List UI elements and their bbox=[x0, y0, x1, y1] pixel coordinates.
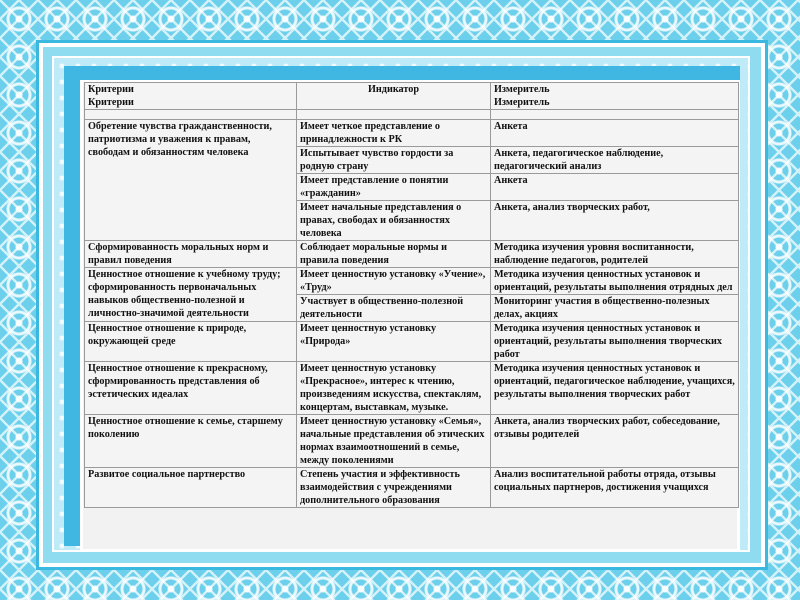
header-criteria-line: Критерии bbox=[88, 84, 134, 95]
indicator-cell: Испытывает чувство гордости за родную страну bbox=[297, 147, 491, 174]
criterion-cell: Сформированность моральных норм и правил поведения bbox=[85, 241, 297, 268]
criterion-cell: Ценностное отношение к семье, старшему поколению bbox=[85, 415, 297, 468]
measure-cell: Методика изучения уровня воспитанности, наблюдение педагогов, родителей bbox=[491, 241, 739, 268]
criterion-cell: Обретение чувства гражданственности, патриотизма и уважения к правам, свободам и обязанностям человека bbox=[85, 120, 297, 241]
measure-cell: Анкета, анализ творческих работ, собеседование, отзывы родителей bbox=[491, 415, 739, 468]
table-row bbox=[85, 120, 739, 147]
indicator-cell: Участвует в общественно-полезной деятельности bbox=[297, 295, 491, 322]
criterion-cell: Ценностное отношение к прекрасному, сформированность представления об эстетических идеалах bbox=[85, 362, 297, 415]
measure-cell: Анкета bbox=[491, 120, 739, 147]
table-row bbox=[85, 468, 739, 508]
indicator-cell: Степень участия и эффективность взаимодействия с учреждениями дополнительного образования bbox=[297, 468, 491, 508]
indicator-cell: Имеет начальные представления о правах, свободах и обязанностях человека bbox=[297, 201, 491, 241]
measure-cell: Методика изучения ценностных установок и ориентаций, результаты выполнения творческих работ bbox=[491, 322, 739, 362]
table-row bbox=[85, 268, 739, 295]
criteria-table bbox=[84, 82, 739, 508]
indicator-cell: Имеет ценностную установку «Прекрасное», интерес к чтению, произведениям искусства, спектаклям, концертам, выставкам, музыке. bbox=[297, 362, 491, 415]
indicator-cell: Имеет ценностную установку «Семья», начальные представления об этических нормах взаимоотношений в семье, между поколениями bbox=[297, 415, 491, 468]
table-row bbox=[85, 322, 739, 362]
spacer-row bbox=[85, 110, 739, 120]
table-row bbox=[85, 362, 739, 415]
header-criteria bbox=[85, 83, 297, 110]
measure-cell: Анализ воспитательной работы отряда, отзывы социальных партнеров, достижения учащихся bbox=[491, 468, 739, 508]
header-criteria-line: Критерии bbox=[88, 97, 134, 108]
measure-cell: Методика изучения ценностных установок и ориентаций, педагогическое наблюдение, учащихся, результаты выполнения творческих работ bbox=[491, 362, 739, 415]
indicator-cell: Имеет ценностную установку «Учение», «Труд» bbox=[297, 268, 491, 295]
table-header-row bbox=[85, 83, 739, 110]
measure-cell: Мониторинг участия в общественно-полезных делах, акциях bbox=[491, 295, 739, 322]
table-row bbox=[85, 415, 739, 468]
measure-cell: Методика изучения ценностных установок и ориентаций, результаты выполнения отрядных дел bbox=[491, 268, 739, 295]
criterion-cell: Развитое социальное партнерство bbox=[85, 468, 297, 508]
criterion-cell: Ценностное отношение к учебному труду; сформированность первоначальных навыков общественно-полезной и личностно-значимой деятельности bbox=[85, 268, 297, 322]
header-measure-line: Измеритель bbox=[494, 97, 550, 108]
measure-cell: Анкета bbox=[491, 174, 739, 201]
measure-cell: Анкета, анализ творческих работ, bbox=[491, 201, 739, 241]
measure-cell: Анкета, педагогическое наблюдение, педагогический анализ bbox=[491, 147, 739, 174]
header-measure bbox=[491, 83, 739, 110]
table-row bbox=[85, 241, 739, 268]
criterion-cell: Ценностное отношение к природе, окружающей среде bbox=[85, 322, 297, 362]
indicator-cell: Имеет представление о понятии «гражданин» bbox=[297, 174, 491, 201]
indicator-cell: Имеет четкое представление о принадлежности к РК bbox=[297, 120, 491, 147]
header-measure-line: Измеритель bbox=[494, 84, 550, 95]
indicator-cell: Соблюдает моральные нормы и правила поведения bbox=[297, 241, 491, 268]
header-indicator: Индикатор bbox=[297, 83, 491, 110]
indicator-cell: Имеет ценностную установку «Природа» bbox=[297, 322, 491, 362]
